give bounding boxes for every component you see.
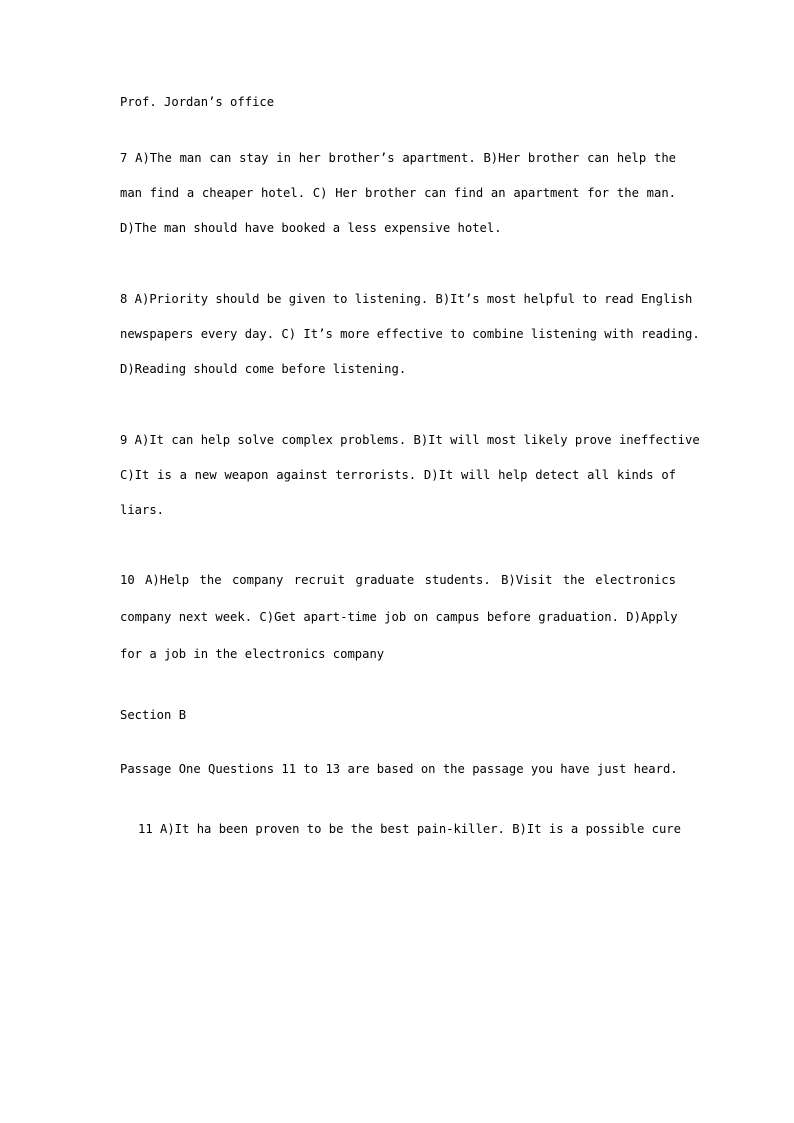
question-7-line-1: 7 A)The man can stay in her brother’s apartment. B)Her brother can help the (120, 151, 676, 165)
document-page (120, 0, 700, 1123)
question-10-line-3: for a job in the electronics company (120, 647, 385, 661)
section-heading: Section B (120, 708, 187, 722)
passage-one-intro: Passage One Questions 11 to 13 are based on the passage you have just heard. (120, 762, 678, 776)
question-9-line-3: liars. (120, 503, 165, 517)
question-10-line-2: company next week. C)Get apart-time job on campus before graduation. D)Apply (120, 610, 678, 624)
question-8-line-3: D)Reading should come before listening. (120, 362, 407, 376)
question-7-line-3: D)The man should have booked a less expensive hotel. (120, 221, 502, 235)
question-8-line-1: 8 A)Priority should be given to listening. B)It’s most helpful to read English (120, 292, 693, 306)
question-9-line-2: C)It is a new weapon against terrorists. D)It will help detect all kinds of (120, 468, 676, 482)
question-11-line-1: 11 A)It ha been proven to be the best pain-killer. B)It is a possible cure (138, 822, 681, 836)
question-9-line-1: 9 A)It can help solve complex problems. B)It will most likely prove ineffective (120, 433, 700, 447)
question-8-line-2: newspapers every day. C) It’s more effective to combine listening with reading. (120, 327, 700, 341)
question-7-line-2: man find a cheaper hotel. C) Her brother can find an apartment for the man. (120, 186, 676, 200)
office-line: Prof. Jordan’s office (120, 95, 275, 109)
question-10-line-1: 10 A)Help the company recruit graduate students. B)Visit the electronics (120, 573, 676, 587)
